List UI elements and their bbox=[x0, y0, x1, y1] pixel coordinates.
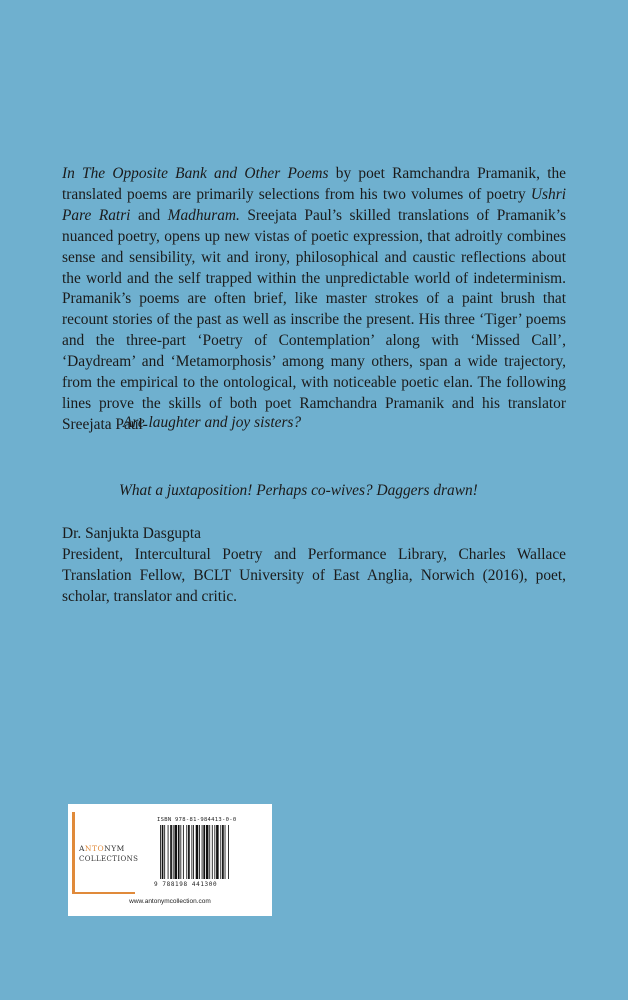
barcode-bar bbox=[203, 825, 205, 879]
publisher-website: www.antonymcollection.com bbox=[129, 898, 211, 905]
barcode-bar bbox=[162, 825, 164, 879]
volume-title-1: Ushri Pare Ratri bbox=[62, 185, 566, 224]
publisher-subtitle: COLLECTIONS bbox=[79, 855, 139, 863]
barcode-bar bbox=[220, 825, 221, 879]
barcode-bar bbox=[164, 825, 165, 879]
quote-line-1: Are laughter and joy sisters? bbox=[123, 414, 302, 431]
barcode-bar bbox=[191, 825, 192, 879]
barcode-bar bbox=[168, 825, 169, 879]
barcode-digits: 9 788198 441300 bbox=[154, 881, 218, 888]
blurb-text-1: by poet Ramchandra Pramanik, the translated poems are primarily selections from his two volumes of poetry bbox=[62, 165, 566, 203]
barcode-bar bbox=[193, 825, 194, 879]
barcode-bar bbox=[178, 825, 180, 879]
barcode-bar bbox=[225, 825, 226, 879]
author-affiliation: President, Intercultural Poetry and Performance Library, Charles Wallace Translation Fellow, BCLT University of East Anglia, Norwich (2016), poet, scholar, translator and critic. bbox=[62, 545, 566, 605]
barcode-bar bbox=[216, 825, 219, 879]
logo-bracket-icon bbox=[72, 812, 135, 894]
blurb-text-and: and bbox=[130, 206, 168, 224]
barcode-bar bbox=[160, 825, 161, 879]
barcode-bar bbox=[188, 825, 190, 879]
blurb-text-2: Sreejata Paul’s skilled translations of Pramanik’s nuanced poetry, opens up new vistas of poetic expression, that adroitly combines sense and sensibility, wit and irony, philosophical and caustic reflections about the world and the self trapped within the unpredictable world of indeterminism. Pramanik’s poems are often brief, like master strokes of a paint brush that recount stories of the past as well as inscribe the present. His three ‘Tiger’ poems and the three-part ‘Poetry of Contemplation’ along with ‘Missed Call’, ‘Daydream’ and ‘Metamorphosis’ among many others, span a wide trajectory, from the empirical to the ontological, with noticeable poetic elan. The following lines prove the skills of both poet Ramchandra Pramanik and his translator Sreejata Paul- bbox=[62, 206, 566, 433]
barcode-bar bbox=[180, 825, 181, 879]
colophon-box bbox=[68, 804, 272, 916]
barcode-bar bbox=[212, 825, 213, 879]
barcode-bar bbox=[214, 825, 215, 879]
barcode-bar bbox=[202, 825, 203, 879]
publisher-name: ANTONYM bbox=[79, 844, 125, 853]
author-credit bbox=[62, 524, 566, 608]
barcode-bar bbox=[173, 825, 174, 879]
barcode-bar bbox=[228, 825, 229, 879]
publisher-logo bbox=[72, 812, 138, 894]
book-title: In The Opposite Bank and Other Poems bbox=[62, 165, 329, 182]
blurb-paragraph bbox=[62, 164, 566, 436]
barcode-bar bbox=[196, 825, 199, 879]
volume-title-2: Madhuram. bbox=[167, 206, 240, 224]
barcode-bar bbox=[174, 825, 177, 879]
isbn-label: ISBN 978-81-984413-0-0 bbox=[157, 817, 237, 823]
barcode-bar bbox=[206, 825, 209, 879]
author-name: Dr. Sanjukta Dasgupta bbox=[62, 525, 201, 542]
barcode-bar bbox=[183, 825, 184, 879]
barcode-bar bbox=[209, 825, 210, 879]
barcode-bar bbox=[186, 825, 187, 879]
quote-line-2: What a juxtaposition! Perhaps co-wives? Daggers drawn! bbox=[119, 482, 478, 499]
barcode-bar bbox=[222, 825, 224, 879]
barcode-bar bbox=[170, 825, 172, 879]
barcode-bar bbox=[199, 825, 200, 879]
barcode-icon bbox=[160, 825, 260, 879]
